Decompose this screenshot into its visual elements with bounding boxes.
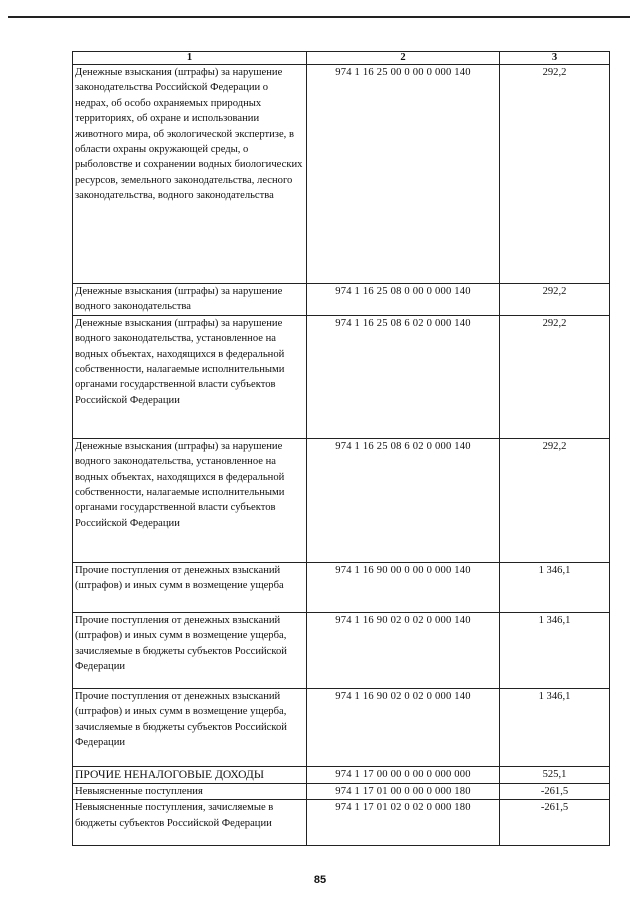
table-row <box>73 688 610 766</box>
table-row <box>73 783 610 799</box>
row-code: 974 1 16 25 08 0 00 0 000 140 <box>307 284 500 316</box>
revenue-table <box>72 51 610 846</box>
row-amount: 525,1 <box>500 766 610 783</box>
row-amount: 292,2 <box>500 284 610 316</box>
row-code: 974 1 16 90 00 0 00 0 000 140 <box>307 562 500 612</box>
row-description: Денежные взыскания (штрафы) за нарушение законодательства Российской Федерации о недрах, об особо охраняемых природных территориях, об охране и использовании животного мира, об экологической экспертизе, в области охраны окружающей среды, о рыболовстве и сохранении водных биологических ресурсов, земельного законодательства, лесного законодательства, водного законодательства <box>73 65 307 284</box>
table-row <box>73 284 610 316</box>
row-description: Прочие поступления от денежных взысканий (штрафов) и иных сумм в возмещение ущерба, зачисляемые в бюджеты субъектов Российской Федерации <box>73 688 307 766</box>
table-row <box>73 438 610 562</box>
row-amount: 292,2 <box>500 65 610 284</box>
row-description: Денежные взыскания (штрафы) за нарушение водного законодательства <box>73 284 307 316</box>
table-row <box>73 800 610 846</box>
table-row <box>73 315 610 438</box>
header-col-3: 3 <box>500 52 610 65</box>
header-col-2: 2 <box>307 52 500 65</box>
header-col-1: 1 <box>73 52 307 65</box>
row-code: 974 1 17 00 00 0 00 0 000 000 <box>307 766 500 783</box>
row-description: Денежные взыскания (штрафы) за нарушение водного законодательства, установленное на водных объектах, находящихся в федеральной собственности, налагаемые исполнительными органами государственной власти субъектов Российской Федерации <box>73 438 307 562</box>
row-code: 974 1 17 01 02 0 02 0 000 180 <box>307 800 500 846</box>
row-code: 974 1 16 25 08 6 02 0 000 140 <box>307 438 500 562</box>
row-description: Денежные взыскания (штрафы) за нарушение водного законодательства, установленное на водных объектах, находящихся в федеральной собственности, налагаемые исполнительными органами государственной власти субъектов Российской Федерации <box>73 315 307 438</box>
row-description: Невыясненные поступления <box>73 783 307 799</box>
row-code: 974 1 16 25 08 6 02 0 000 140 <box>307 315 500 438</box>
table-row <box>73 766 610 783</box>
row-code: 974 1 17 01 00 0 00 0 000 180 <box>307 783 500 799</box>
row-code: 974 1 16 90 02 0 02 0 000 140 <box>307 688 500 766</box>
row-amount: 1 346,1 <box>500 562 610 612</box>
row-description: Прочие поступления от денежных взысканий (штрафов) и иных сумм в возмещение ущерба <box>73 562 307 612</box>
row-description: Прочие поступления от денежных взысканий (штрафов) и иных сумм в возмещение ущерба, зачисляемые в бюджеты субъектов Российской Федерации <box>73 612 307 688</box>
top-rule <box>8 16 630 18</box>
row-description: Невыясненные поступления, зачисляемые в бюджеты субъектов Российской Федерации <box>73 800 307 846</box>
table-row <box>73 65 610 284</box>
header-row <box>73 52 610 65</box>
table-row <box>73 612 610 688</box>
row-amount: 1 346,1 <box>500 612 610 688</box>
table-row <box>73 562 610 612</box>
row-code: 974 1 16 90 02 0 02 0 000 140 <box>307 612 500 688</box>
row-amount: 292,2 <box>500 315 610 438</box>
row-code: 974 1 16 25 00 0 00 0 000 140 <box>307 65 500 284</box>
row-amount: -261,5 <box>500 783 610 799</box>
row-amount: 1 346,1 <box>500 688 610 766</box>
row-description: ПРОЧИЕ НЕНАЛОГОВЫЕ ДОХОДЫ <box>73 766 307 783</box>
row-amount: 292,2 <box>500 438 610 562</box>
row-amount: -261,5 <box>500 800 610 846</box>
page-number: 85 <box>313 874 327 886</box>
